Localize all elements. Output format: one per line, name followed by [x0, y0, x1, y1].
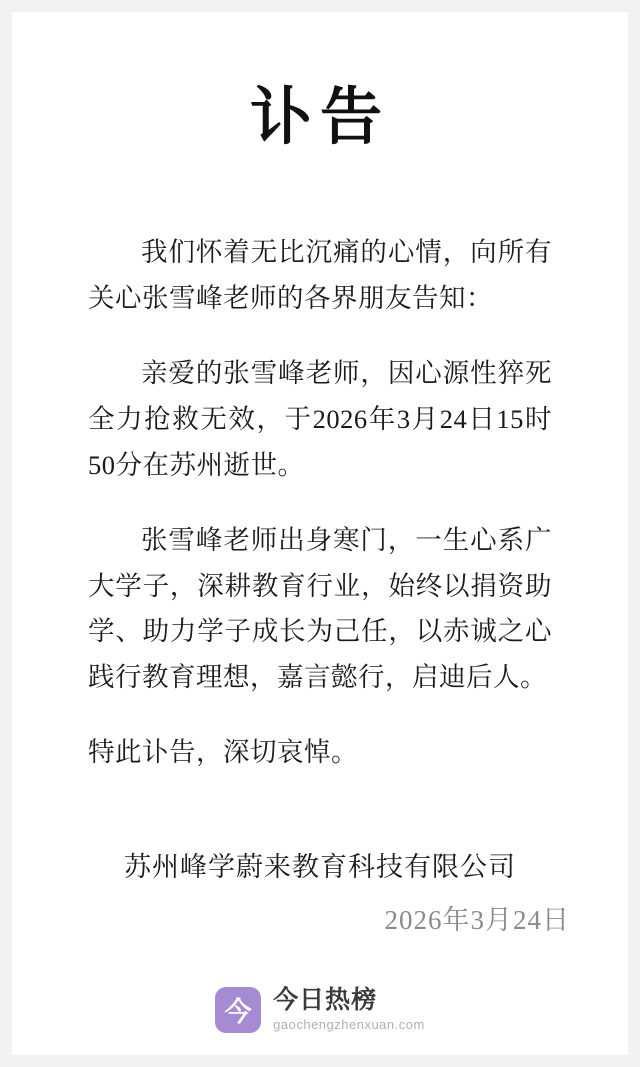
- notice-sheet: [12, 12, 628, 1055]
- page-title: 讣告: [249, 84, 390, 152]
- watermark-subtitle: gaochengzhenxuan.com: [273, 1017, 425, 1033]
- watermark-texts: [273, 986, 425, 1033]
- watermark: [12, 986, 628, 1033]
- paragraph-2: 亲爱的张雪峰老师，因心源性猝死全力抢救无效，于2026年3月24日15时50分在苏州逝世。: [88, 358, 552, 480]
- paragraph-4: 特此讣告，深切哀悼。: [88, 737, 358, 768]
- signature-block: [12, 845, 628, 937]
- notice-body: [88, 152, 552, 776]
- watermark-title: 今日热榜: [273, 986, 378, 1015]
- paragraph-3: 张雪峰老师出身寒门，一生心系广大学子，深耕教育行业，始终以捐资助学、助力学子成长为己任，以赤诚之心践行教育理想，嘉言懿行，启迪后人。: [88, 525, 552, 692]
- signature-date: 2026年3月24日: [384, 905, 570, 935]
- company-name: 苏州峰学蔚来教育科技有限公司: [124, 852, 516, 882]
- hot-list-logo-icon: 今: [215, 987, 261, 1033]
- paragraph-1: 我们怀着无比沉痛的心情，向所有关心张雪峰老师的各界朋友告知：: [88, 237, 552, 313]
